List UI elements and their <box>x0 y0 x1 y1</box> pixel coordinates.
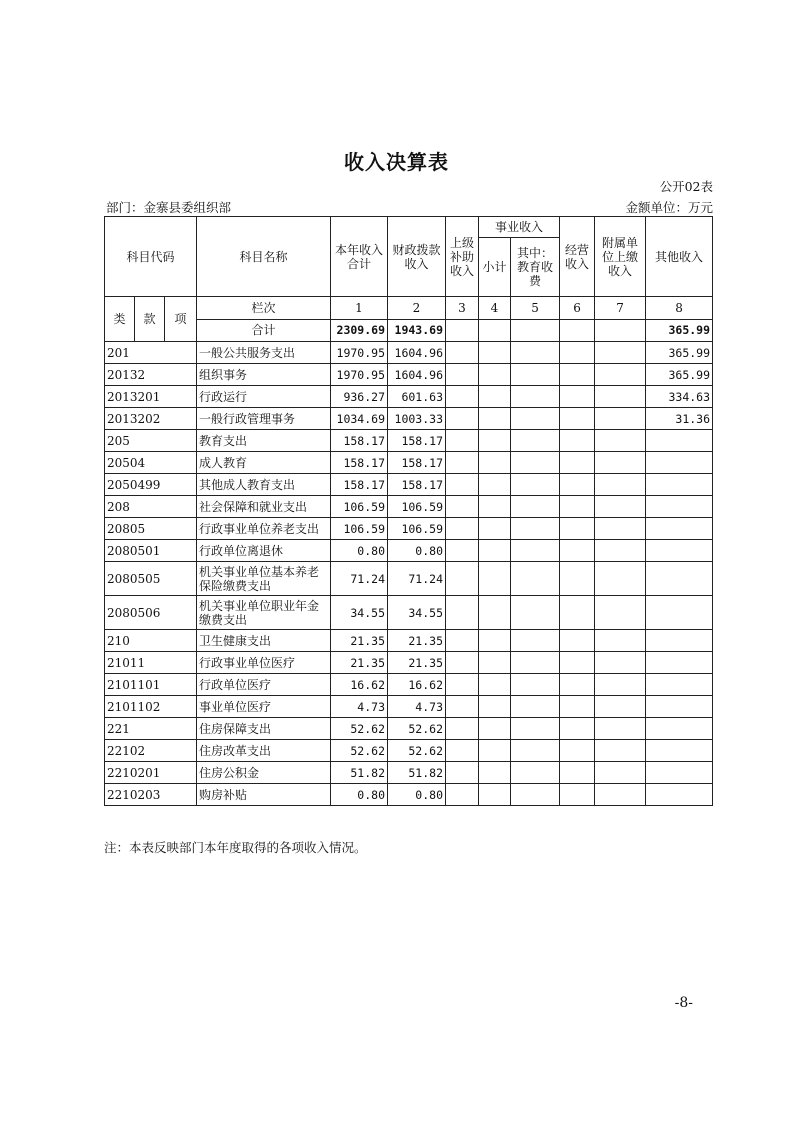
row-name: 事业单位医疗 <box>197 696 331 718</box>
header-name: 科目名称 <box>197 217 331 297</box>
row-other <box>646 474 713 496</box>
row-other <box>646 630 713 652</box>
table-row <box>105 762 713 784</box>
header-row-1 <box>105 217 713 238</box>
row-subtotal <box>479 596 511 630</box>
col-num-2: 2 <box>388 297 446 320</box>
row-affiliated <box>595 342 646 364</box>
row-code: 20504 <box>105 452 197 474</box>
table-row <box>105 386 713 408</box>
row-affiliated <box>595 452 646 474</box>
row-edu-fee <box>511 652 560 674</box>
row-code: 2080505 <box>105 562 197 596</box>
row-superior <box>446 740 479 762</box>
row-operating <box>560 474 595 496</box>
row-affiliated <box>595 540 646 562</box>
row-affiliated <box>595 652 646 674</box>
row-subtotal <box>479 430 511 452</box>
row-other <box>646 740 713 762</box>
row-other: 31.36 <box>646 408 713 430</box>
row-name: 成人教育 <box>197 452 331 474</box>
row-operating <box>560 540 595 562</box>
row-affiliated <box>595 562 646 596</box>
row-operating <box>560 342 595 364</box>
col-num-7: 7 <box>595 297 646 320</box>
row-name: 住房改革支出 <box>197 740 331 762</box>
row-code: 2101101 <box>105 674 197 696</box>
row-operating <box>560 784 595 806</box>
row-affiliated <box>595 474 646 496</box>
table-row <box>105 740 713 762</box>
row-other <box>646 718 713 740</box>
row-subtotal <box>479 540 511 562</box>
row-name: 教育支出 <box>197 430 331 452</box>
row-total: 158.17 <box>331 430 388 452</box>
total-other-value: 365.99 <box>646 319 713 342</box>
row-total: 21.35 <box>331 630 388 652</box>
row-total: 0.80 <box>331 784 388 806</box>
header-career: 事业收入 <box>479 217 560 238</box>
row-fiscal: 4.73 <box>388 696 446 718</box>
total-fiscal-value: 1943.69 <box>388 319 446 342</box>
table-row <box>105 718 713 740</box>
row-subtotal <box>479 740 511 762</box>
row-total: 1034.69 <box>331 408 388 430</box>
row-name: 社会保障和就业支出 <box>197 496 331 518</box>
row-superior <box>446 430 479 452</box>
row-affiliated <box>595 630 646 652</box>
row-code: 2101102 <box>105 696 197 718</box>
row-fiscal: 21.35 <box>388 652 446 674</box>
row-fiscal: 106.59 <box>388 496 446 518</box>
row-edu-fee <box>511 718 560 740</box>
row-affiliated <box>595 430 646 452</box>
row-code: 2080506 <box>105 596 197 630</box>
row-name: 一般公共服务支出 <box>197 342 331 364</box>
row-operating <box>560 364 595 386</box>
table-row <box>105 342 713 364</box>
header-lei: 类 <box>105 297 135 342</box>
row-name: 机关事业单位基本养老保险缴费支出 <box>197 562 331 596</box>
row-subtotal <box>479 696 511 718</box>
row-total: 158.17 <box>331 452 388 474</box>
row-code: 2013202 <box>105 408 197 430</box>
row-subtotal <box>479 474 511 496</box>
row-superior <box>446 596 479 630</box>
row-name: 行政事业单位医疗 <box>197 652 331 674</box>
row-fiscal: 21.35 <box>388 630 446 652</box>
table-row <box>105 518 713 540</box>
row-other <box>646 430 713 452</box>
row-subtotal <box>479 784 511 806</box>
row-fiscal: 52.62 <box>388 740 446 762</box>
row-name: 住房公积金 <box>197 762 331 784</box>
row-name: 卫生健康支出 <box>197 630 331 652</box>
row-edu-fee <box>511 386 560 408</box>
col-num-1: 1 <box>331 297 388 320</box>
table-note: 注：本表反映部门本年度取得的各项收入情况。 <box>104 840 367 855</box>
row-fiscal: 51.82 <box>388 762 446 784</box>
col-num-8: 8 <box>646 297 713 320</box>
total-income-value: 2309.69 <box>331 319 388 342</box>
table-row <box>105 452 713 474</box>
table-row <box>105 430 713 452</box>
row-operating <box>560 430 595 452</box>
header-lanci: 栏次 <box>197 297 331 320</box>
row-subtotal <box>479 518 511 540</box>
row-subtotal <box>479 762 511 784</box>
row-superior <box>446 762 479 784</box>
row-subtotal <box>479 342 511 364</box>
header-xiang: 项 <box>165 297 197 342</box>
row-total: 51.82 <box>331 762 388 784</box>
row-code: 20805 <box>105 518 197 540</box>
row-subtotal <box>479 652 511 674</box>
row-subtotal <box>479 364 511 386</box>
row-affiliated <box>595 408 646 430</box>
row-edu-fee <box>511 342 560 364</box>
row-total: 4.73 <box>331 696 388 718</box>
header-edu-fee: 其中：教育收费 <box>511 238 560 297</box>
table-row <box>105 596 713 630</box>
row-total: 106.59 <box>331 496 388 518</box>
row-fiscal: 1604.96 <box>388 364 446 386</box>
row-superior <box>446 630 479 652</box>
department-label: 部门：金寨县委组织部 <box>106 200 232 215</box>
row-fiscal: 158.17 <box>388 452 446 474</box>
row-operating <box>560 596 595 630</box>
row-operating <box>560 562 595 596</box>
row-operating <box>560 652 595 674</box>
row-total: 0.80 <box>331 540 388 562</box>
row-code: 2210201 <box>105 762 197 784</box>
row-name: 购房补贴 <box>197 784 331 806</box>
header-superior: 上级补助收入 <box>446 217 479 297</box>
row-superior <box>446 408 479 430</box>
row-edu-fee <box>511 540 560 562</box>
row-code: 2050499 <box>105 474 197 496</box>
row-total: 16.62 <box>331 674 388 696</box>
row-code: 2080501 <box>105 540 197 562</box>
row-total: 71.24 <box>331 562 388 596</box>
table-row <box>105 784 713 806</box>
row-other <box>646 762 713 784</box>
row-operating <box>560 630 595 652</box>
row-operating <box>560 696 595 718</box>
row-total: 21.35 <box>331 652 388 674</box>
row-name: 行政单位离退休 <box>197 540 331 562</box>
row-affiliated <box>595 496 646 518</box>
row-superior <box>446 718 479 740</box>
row-subtotal <box>479 386 511 408</box>
row-total: 106.59 <box>331 518 388 540</box>
row-other <box>646 784 713 806</box>
table-row <box>105 496 713 518</box>
row-superior <box>446 342 479 364</box>
header-fiscal: 财政拨款收入 <box>388 217 446 297</box>
row-name: 行政事业单位养老支出 <box>197 518 331 540</box>
row-operating <box>560 496 595 518</box>
row-subtotal <box>479 452 511 474</box>
row-superior <box>446 562 479 596</box>
table-row <box>105 696 713 718</box>
table-row <box>105 652 713 674</box>
row-affiliated <box>595 762 646 784</box>
row-operating <box>560 452 595 474</box>
row-code: 201 <box>105 342 197 364</box>
header-code: 科目代码 <box>105 217 197 297</box>
row-name: 机关事业单位职业年金缴费支出 <box>197 596 331 630</box>
row-edu-fee <box>511 562 560 596</box>
row-affiliated <box>595 518 646 540</box>
row-other <box>646 562 713 596</box>
col-num-3: 3 <box>446 297 479 320</box>
row-name: 其他成人教育支出 <box>197 474 331 496</box>
row-superior <box>446 364 479 386</box>
col-num-5: 5 <box>511 297 560 320</box>
row-subtotal <box>479 408 511 430</box>
row-superior <box>446 474 479 496</box>
row-subtotal <box>479 718 511 740</box>
row-fiscal: 106.59 <box>388 518 446 540</box>
row-superior <box>446 674 479 696</box>
row-total: 1970.95 <box>331 364 388 386</box>
form-number: 公开02表 <box>659 179 713 194</box>
col-num-6: 6 <box>560 297 595 320</box>
row-subtotal <box>479 674 511 696</box>
header-other: 其他收入 <box>646 217 713 297</box>
header-affiliated: 附属单位上缴收入 <box>595 217 646 297</box>
row-superior <box>446 540 479 562</box>
row-superior <box>446 386 479 408</box>
row-superior <box>446 652 479 674</box>
row-affiliated <box>595 596 646 630</box>
row-name: 行政单位医疗 <box>197 674 331 696</box>
row-edu-fee <box>511 430 560 452</box>
row-subtotal <box>479 496 511 518</box>
row-operating <box>560 740 595 762</box>
row-operating <box>560 408 595 430</box>
row-operating <box>560 674 595 696</box>
row-edu-fee <box>511 518 560 540</box>
page-number: -8- <box>674 995 693 1011</box>
row-affiliated <box>595 784 646 806</box>
row-edu-fee <box>511 784 560 806</box>
row-fiscal: 158.17 <box>388 430 446 452</box>
row-code: 2013201 <box>105 386 197 408</box>
table-row <box>105 474 713 496</box>
row-edu-fee <box>511 762 560 784</box>
row-fiscal: 0.80 <box>388 784 446 806</box>
row-name: 行政运行 <box>197 386 331 408</box>
row-other: 365.99 <box>646 342 713 364</box>
row-edu-fee <box>511 696 560 718</box>
row-total: 52.62 <box>331 740 388 762</box>
income-table <box>104 216 713 806</box>
row-other <box>646 696 713 718</box>
row-other <box>646 596 713 630</box>
row-operating <box>560 386 595 408</box>
row-fiscal: 601.63 <box>388 386 446 408</box>
row-edu-fee <box>511 630 560 652</box>
row-other <box>646 674 713 696</box>
row-code: 2210203 <box>105 784 197 806</box>
row-fiscal: 1003.33 <box>388 408 446 430</box>
row-name: 组织事务 <box>197 364 331 386</box>
row-superior <box>446 452 479 474</box>
row-other <box>646 496 713 518</box>
table-row <box>105 674 713 696</box>
row-fiscal: 16.62 <box>388 674 446 696</box>
row-other: 334.63 <box>646 386 713 408</box>
row-code: 210 <box>105 630 197 652</box>
row-subtotal <box>479 630 511 652</box>
row-code: 20132 <box>105 364 197 386</box>
row-code: 21011 <box>105 652 197 674</box>
row-code: 208 <box>105 496 197 518</box>
row-edu-fee <box>511 364 560 386</box>
header-total-income: 本年收入合计 <box>331 217 388 297</box>
row-other <box>646 540 713 562</box>
row-affiliated <box>595 674 646 696</box>
total-row <box>105 319 713 342</box>
row-total: 158.17 <box>331 474 388 496</box>
table-row <box>105 562 713 596</box>
row-total: 52.62 <box>331 718 388 740</box>
row-operating <box>560 762 595 784</box>
table-row <box>105 630 713 652</box>
row-total: 34.55 <box>331 596 388 630</box>
row-edu-fee <box>511 496 560 518</box>
row-affiliated <box>595 718 646 740</box>
table-row <box>105 540 713 562</box>
row-affiliated <box>595 696 646 718</box>
row-superior <box>446 518 479 540</box>
row-fiscal: 34.55 <box>388 596 446 630</box>
row-edu-fee <box>511 408 560 430</box>
total-label: 合计 <box>197 319 331 342</box>
row-code: 221 <box>105 718 197 740</box>
row-code: 22102 <box>105 740 197 762</box>
row-superior <box>446 784 479 806</box>
row-operating <box>560 718 595 740</box>
row-other: 365.99 <box>646 364 713 386</box>
page-title: 收入决算表 <box>344 150 449 174</box>
row-superior <box>446 696 479 718</box>
row-edu-fee <box>511 740 560 762</box>
row-edu-fee <box>511 452 560 474</box>
row-name: 住房保障支出 <box>197 718 331 740</box>
col-num-4: 4 <box>479 297 511 320</box>
table-row <box>105 364 713 386</box>
row-fiscal: 52.62 <box>388 718 446 740</box>
header-operating: 经营收入 <box>560 217 595 297</box>
row-other <box>646 652 713 674</box>
header-subtotal: 小计 <box>479 238 511 297</box>
row-fiscal: 0.80 <box>388 540 446 562</box>
row-operating <box>560 518 595 540</box>
row-total: 1970.95 <box>331 342 388 364</box>
header-kuan: 款 <box>135 297 165 342</box>
row-affiliated <box>595 364 646 386</box>
row-name: 一般行政管理事务 <box>197 408 331 430</box>
row-fiscal: 158.17 <box>388 474 446 496</box>
unit-label: 金额单位：万元 <box>625 200 713 215</box>
row-edu-fee <box>511 674 560 696</box>
row-other <box>646 452 713 474</box>
row-superior <box>446 496 479 518</box>
row-affiliated <box>595 740 646 762</box>
row-other <box>646 518 713 540</box>
row-fiscal: 71.24 <box>388 562 446 596</box>
row-fiscal: 1604.96 <box>388 342 446 364</box>
row-total: 936.27 <box>331 386 388 408</box>
row-subtotal <box>479 562 511 596</box>
row-code: 205 <box>105 430 197 452</box>
row-edu-fee <box>511 596 560 630</box>
header-row-lanci <box>105 297 713 320</box>
row-affiliated <box>595 386 646 408</box>
table-row <box>105 408 713 430</box>
row-edu-fee <box>511 474 560 496</box>
